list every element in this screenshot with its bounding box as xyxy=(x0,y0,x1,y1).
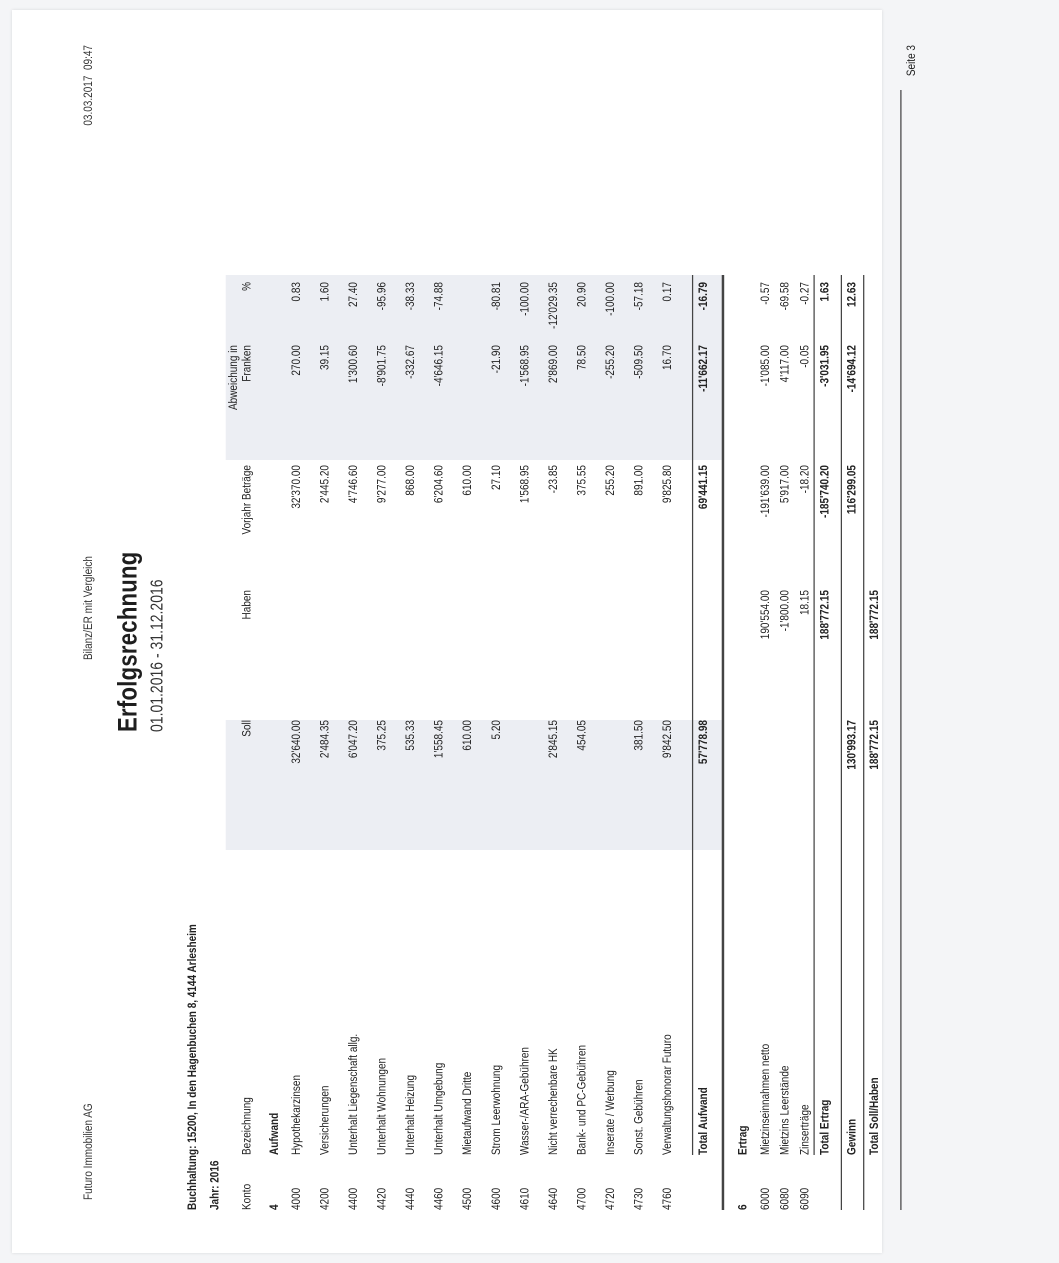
row-bezeichnung: Zinserträge xyxy=(798,1104,813,1155)
row-bezeichnung: Unterhalt Wohnungen xyxy=(375,1057,390,1155)
row-vorjahr: 5'917.00 xyxy=(778,465,793,504)
company-name: Futuro Immobilien AG xyxy=(81,1103,96,1200)
row-percent: -0.57 xyxy=(758,282,773,305)
period: 01.01.2016 - 31.12.2016 xyxy=(146,579,167,732)
row-konto: 4600 xyxy=(489,1187,504,1210)
row-percent: -38.33 xyxy=(404,282,418,311)
row-haben: 18.15 xyxy=(798,590,813,616)
row-konto: 4200 xyxy=(318,1187,333,1210)
row-bezeichnung: Mietzins Leerstände xyxy=(778,1065,793,1155)
table-row xyxy=(428,45,455,1210)
row-bezeichnung: Sonst. Gebühren xyxy=(632,1079,647,1155)
total-haben: 188'772.15 xyxy=(818,590,833,640)
row-konto: 4460 xyxy=(432,1187,447,1210)
row-konto: 4700 xyxy=(575,1187,590,1210)
col-bezeichnung: Bezeichnung xyxy=(240,1097,255,1155)
row-soll: 375.25 xyxy=(375,720,390,751)
row-konto: 4440 xyxy=(404,1187,418,1210)
row-abweichung: 78.50 xyxy=(575,345,590,371)
row-soll: 610.00 xyxy=(461,720,475,751)
row-percent: -57.18 xyxy=(632,282,647,311)
row-bezeichnung: Unterhalt Liegenschaft allg. xyxy=(347,1033,361,1155)
row-vorjahr: 610.00 xyxy=(461,465,475,496)
table-row xyxy=(513,45,540,1210)
rotated-report xyxy=(67,45,1059,1210)
table-row xyxy=(485,45,512,1210)
row-haben: -1'800.00 xyxy=(778,590,793,632)
row-percent: -0.27 xyxy=(798,282,813,305)
row-bezeichnung: Strom Leerwohnung xyxy=(489,1064,504,1155)
row-vorjahr: 32'370.00 xyxy=(290,465,304,509)
row-soll: 1'558.45 xyxy=(432,720,447,759)
aufwand-total-row xyxy=(692,45,719,1210)
row-konto: 6000 xyxy=(758,1187,773,1210)
total-vorjahr: -185'740.20 xyxy=(818,465,833,518)
aufwand-label: Aufwand xyxy=(267,1112,282,1155)
row-abweichung: -4'646.15 xyxy=(432,345,447,387)
total-sollhaben-haben: 188'772.15 xyxy=(868,590,882,640)
row-soll: 535.33 xyxy=(404,720,418,751)
row-abweichung: -21.90 xyxy=(489,345,504,374)
row-soll: 32'640.00 xyxy=(290,720,304,764)
page-title: Erfolgsrechnung xyxy=(111,551,143,732)
title-block xyxy=(112,551,167,732)
row-soll: 9'842.50 xyxy=(660,720,675,759)
row-percent: 0.17 xyxy=(660,282,675,302)
report-type: Bilanz/ER mit Vergleich xyxy=(81,556,96,660)
row-abweichung: -332.67 xyxy=(404,345,418,379)
row-percent: 0.83 xyxy=(290,282,304,302)
table-row xyxy=(399,45,426,1210)
gewinn-percent: 12.63 xyxy=(845,282,860,308)
row-bezeichnung: Mietaufwand Dritte xyxy=(461,1071,475,1155)
row-vorjahr: -18.20 xyxy=(798,465,813,494)
row-abweichung: -1'085.00 xyxy=(758,345,773,387)
ertrag-konto: 6 xyxy=(736,1204,751,1210)
row-soll: 6'047.20 xyxy=(347,720,361,759)
row-bezeichnung: Nicht verrechenbare HK xyxy=(546,1048,561,1155)
row-abweichung: 1'300.60 xyxy=(347,345,361,384)
row-percent: 27.40 xyxy=(347,282,361,308)
table-row xyxy=(627,45,654,1210)
col-abweichung-line2: Franken xyxy=(240,345,255,382)
row-konto: 4760 xyxy=(660,1187,675,1210)
row-abweichung: 4'117.00 xyxy=(778,345,793,383)
row-vorjahr: -191'639.00 xyxy=(758,465,773,518)
gewinn-soll: 130'993.17 xyxy=(845,720,860,770)
table-row xyxy=(285,45,312,1210)
row-soll: 5.20 xyxy=(489,720,504,740)
report-datetime xyxy=(82,45,96,126)
row-percent: -69.58 xyxy=(778,282,793,311)
page-number: Seite 3 xyxy=(905,45,919,77)
row-konto: 4610 xyxy=(518,1187,532,1210)
column-headers xyxy=(226,45,258,1210)
row-vorjahr: 4'746.60 xyxy=(347,465,361,504)
row-bezeichnung: Verwaltungshonorar Futuro xyxy=(660,1034,675,1155)
row-bezeichnung: Bank- und PC-Gebühren xyxy=(575,1044,590,1155)
row-vorjahr: 6'204.60 xyxy=(432,465,447,504)
row-vorjahr: 891.00 xyxy=(632,465,647,496)
row-soll: 2'484.35 xyxy=(318,720,333,759)
row-konto: 6090 xyxy=(798,1187,813,1210)
row-bezeichnung: Unterhalt Heizung xyxy=(404,1074,418,1155)
col-abweichung xyxy=(227,345,254,460)
table-row xyxy=(456,45,483,1210)
total-label: Total Ertrag xyxy=(818,1099,833,1155)
row-abweichung: 270.00 xyxy=(290,345,304,376)
row-vorjahr: 255.20 xyxy=(603,465,618,496)
col-soll: Soll xyxy=(240,720,255,737)
col-haben: Haben xyxy=(240,590,255,620)
gewinn-abweichung: -14'694.12 xyxy=(845,345,860,393)
row-vorjahr: 375.55 xyxy=(575,465,590,496)
col-percent: % xyxy=(240,282,255,291)
row-vorjahr: 868.00 xyxy=(404,465,418,496)
table-row xyxy=(656,45,683,1210)
total-abweichung: -11'662.17 xyxy=(696,345,711,392)
report-time: 09:47 xyxy=(81,45,96,71)
total-sollhaben-row xyxy=(863,45,890,1210)
row-percent: 20.90 xyxy=(575,282,590,308)
row-bezeichnung: Wasser-/ARA-Gebühren xyxy=(518,1047,532,1155)
row-bezeichnung: Versicherungen xyxy=(318,1085,333,1155)
row-bezeichnung: Mietzinseinnahmen netto xyxy=(758,1043,773,1155)
row-vorjahr: 9'277.00 xyxy=(375,465,390,504)
row-percent: -95.96 xyxy=(375,282,390,311)
total-percent: 1.63 xyxy=(818,282,833,302)
row-konto: 4420 xyxy=(375,1187,390,1210)
row-percent: -80.81 xyxy=(489,282,504,311)
aufwand-end-rule xyxy=(722,275,724,1210)
row-bezeichnung: Hypothekarzinsen xyxy=(290,1074,304,1155)
row-vorjahr: 1'568.95 xyxy=(518,465,532,504)
row-konto: 4640 xyxy=(546,1187,561,1210)
row-percent: -74.88 xyxy=(432,282,447,311)
row-percent: -100.00 xyxy=(518,282,532,316)
buchhaltung-info: Buchhaltung: 15200, In den Hagenbuchen 8, 4144 Arlesheim xyxy=(186,924,200,1210)
row-abweichung: -1'568.95 xyxy=(518,345,532,387)
total-sollhaben-soll: 188'772.15 xyxy=(868,720,882,770)
row-abweichung: 39.15 xyxy=(318,345,333,371)
table-row xyxy=(314,45,341,1210)
aufwand-konto: 4 xyxy=(267,1204,282,1210)
row-percent: -100.00 xyxy=(603,282,618,316)
row-konto: 4730 xyxy=(632,1187,647,1210)
col-abweichung-line1: Abweichung in xyxy=(226,345,241,411)
gewinn-label: Gewinn xyxy=(845,1118,860,1155)
ertrag-total-row xyxy=(813,45,840,1210)
col-konto: Konto xyxy=(240,1183,255,1210)
gewinn-vorjahr: 116'299.05 xyxy=(845,465,860,515)
row-abweichung: -8'901.75 xyxy=(375,345,390,387)
document-page xyxy=(12,10,919,1253)
row-konto: 4400 xyxy=(347,1187,361,1210)
total-vorjahr: 69'441.15 xyxy=(696,465,711,510)
row-konto: 4000 xyxy=(290,1187,304,1210)
row-bezeichnung: Inserate / Werbung xyxy=(603,1070,618,1155)
row-abweichung: -0.05 xyxy=(798,345,813,368)
row-soll: 454.05 xyxy=(575,720,590,751)
footer-rule xyxy=(900,90,901,1210)
row-konto: 4500 xyxy=(461,1187,475,1210)
total-sollhaben-label: Total Soll/Haben xyxy=(868,1077,882,1155)
total-percent: -16.79 xyxy=(696,282,711,311)
row-bezeichnung: Unterhalt Umgebung xyxy=(432,1062,447,1155)
row-percent: -12'029.35 xyxy=(546,282,561,329)
col-vorjahr: Vorjahr Beträge xyxy=(240,465,255,535)
row-abweichung: -509.50 xyxy=(632,345,647,379)
year-label: Jahr: 2016 xyxy=(208,1160,222,1210)
row-abweichung: 2'869.00 xyxy=(546,345,561,384)
row-soll: 2'845.15 xyxy=(546,720,561,759)
row-vorjahr: 27.10 xyxy=(489,465,504,491)
table-row xyxy=(599,45,626,1210)
table-row xyxy=(542,45,569,1210)
table-row xyxy=(371,45,398,1210)
table-row xyxy=(570,45,597,1210)
row-haben: 190'554.00 xyxy=(758,590,773,640)
total-abweichung: -3'031.95 xyxy=(818,345,833,387)
row-vorjahr: 9'825.80 xyxy=(660,465,675,504)
total-label: Total Aufwand xyxy=(696,1087,711,1155)
row-vorjahr: -23.85 xyxy=(546,465,561,494)
total-soll: 57'778.98 xyxy=(696,720,711,765)
row-vorjahr: 2'445.20 xyxy=(318,465,333,504)
row-abweichung: 16.70 xyxy=(660,345,675,371)
ertrag-label: Ertrag xyxy=(736,1125,751,1155)
row-konto: 4720 xyxy=(603,1187,618,1210)
report-date: 03.03.2017 xyxy=(81,75,96,126)
table-row xyxy=(342,45,369,1210)
row-percent: 1.60 xyxy=(318,282,333,302)
row-soll: 381.50 xyxy=(632,720,647,751)
row-abweichung: -255.20 xyxy=(603,345,618,379)
row-konto: 6080 xyxy=(778,1187,793,1210)
